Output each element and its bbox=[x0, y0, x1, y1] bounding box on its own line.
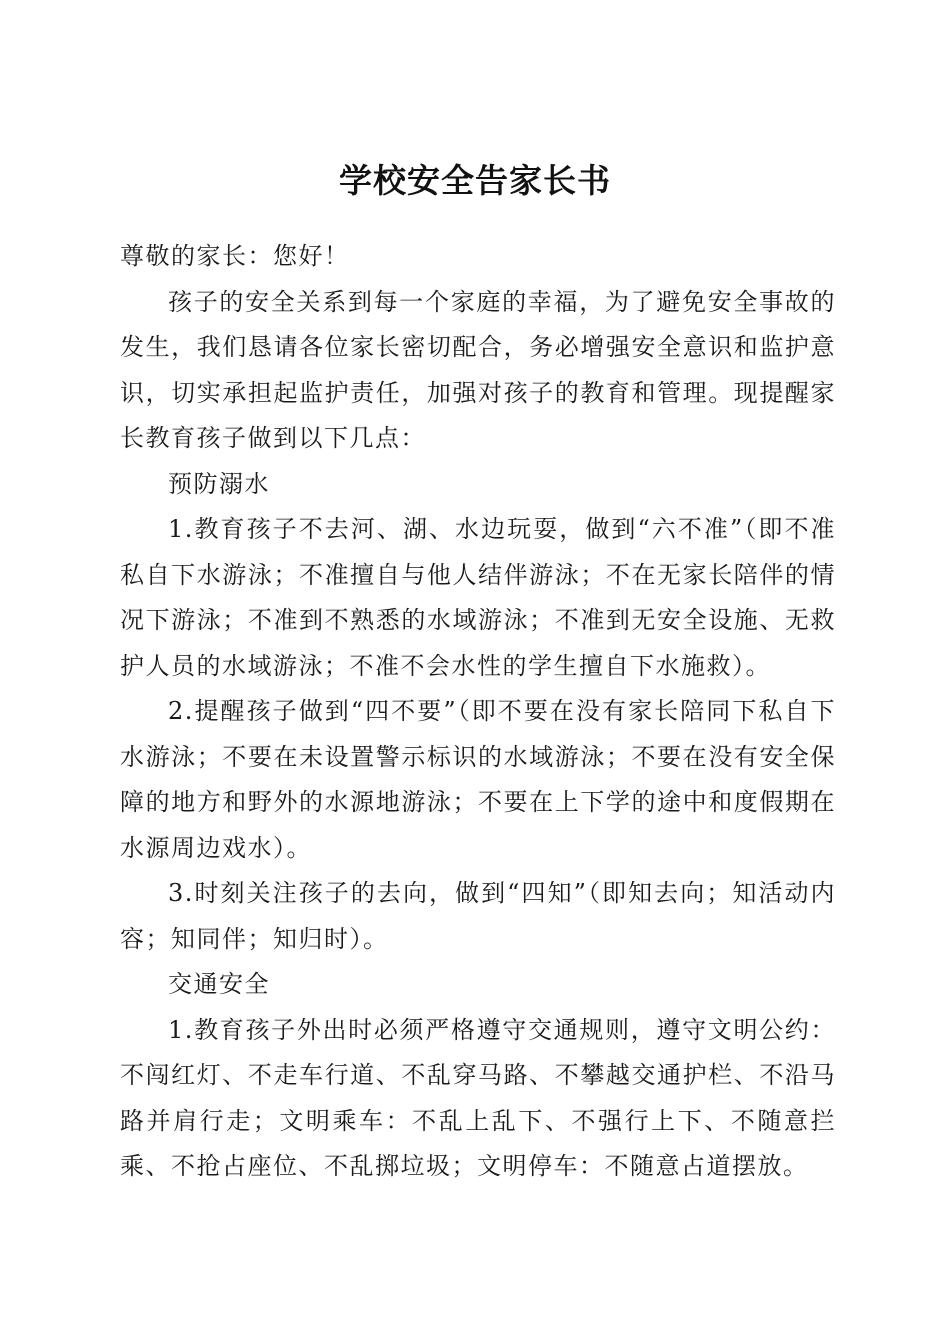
drowning-item-1: 1.教育孩子不去河、湖、水边玩耍，做到“六不准”（即不准私自下水游泳；不准擅自与他人结伴游泳；不在无家长陪伴的情况下游泳；不准到不熟悉的水域游泳；不准到无安全设施、无救护人员的水域游泳；不准不会水性的学生擅自下水施救）。 bbox=[120, 515, 836, 680]
drowning-item-3: 3.时刻关注孩子的去向，做到“四知”（即知去向；知活动内容；知同伴；知归时）。 bbox=[120, 879, 836, 953]
traffic-item-1: 1.教育孩子外出时必须严格遵守交通规则，遵守文明公约：不闯红灯、不走车行道、不乱穿马路、不攀越交通护栏、不沿马路并肩行走；文明乘车：不乱上乱下、不强行上下、不随意拦乘、不抢占座位、不乱掷垃圾；文明停车：不随意占道摆放。 bbox=[120, 1015, 836, 1180]
document-body bbox=[120, 234, 836, 1190]
section-heading-drowning: 预防溺水 bbox=[168, 469, 270, 498]
document-title: 学校安全告家长书 bbox=[339, 161, 611, 201]
section-heading-traffic: 交通安全 bbox=[168, 970, 270, 998]
salutation: 尊敬的家长：您好！ bbox=[120, 242, 350, 270]
intro-paragraph: 孩子的安全关系到每一个家庭的幸福，为了避免安全事故的发生，我们恳请各位家长密切配合，务必增强安全意识和监护意识，切实承担起监护责任，加强对孩子的教育和管理。现提醒家长教育孩子做到以下几点： bbox=[120, 287, 836, 452]
drowning-item-2: 2.提醒孩子做到“四不要”（即不要在没有家长陪同下私自下水游泳；不要在未设置警示标识的水域游泳；不要在没有安全保障的地方和野外的水源地游泳；不要在上下学的途中和度假期在水源周边戏水）。 bbox=[120, 697, 836, 862]
